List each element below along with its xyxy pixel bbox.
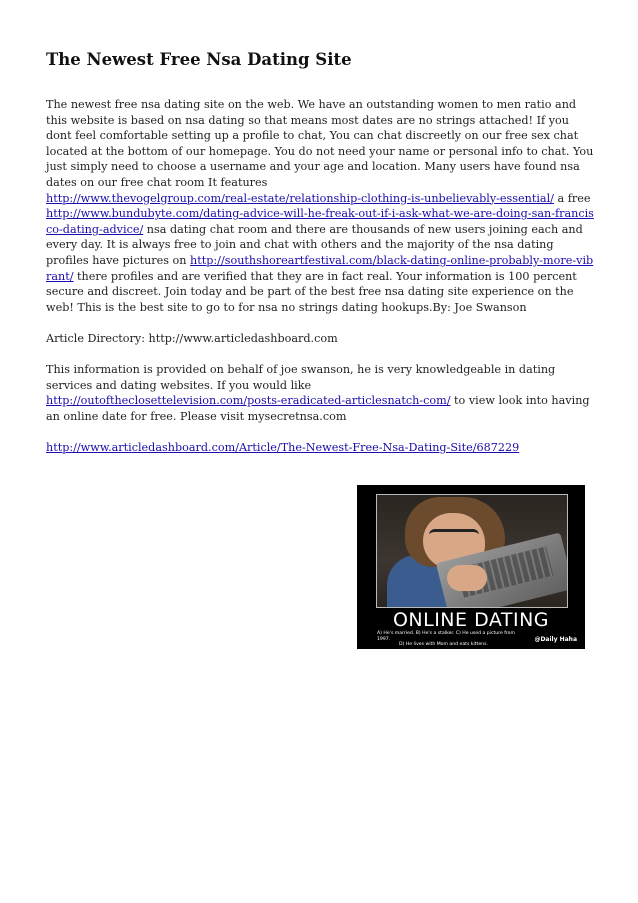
paragraph-intro-text-d: there profiles and are verified that they are in fact real. Your information is 100 percent secure and discreet. Join today and be part of the best free nsa dating site experience on the web! This is the best site to go to for nsa no strings dating hookups.By: Joe Swanson [46, 269, 577, 314]
article-directory: Article Directory: http://www.articledashboard.com [46, 331, 338, 345]
link-bundubyte[interactable]: http://www.bundubyte.com/dating-advice-will-he-freak-out-if-i-ask-what-we-are-doing-san-francisco-dating-advice/ [46, 207, 594, 236]
paragraph-intro-text-b: a free [553, 191, 591, 205]
paragraph-author [46, 362, 594, 424]
hand-shape [447, 565, 487, 591]
poster-title: ONLINE DATING [392, 609, 550, 631]
source-link[interactable]: http://www.articledashboard.com/Article/The-Newest-Free-Nsa-Dating-Site/687229 [46, 441, 520, 455]
paragraph-author-text-a: This information is provided on behalf of joe swanson, he is very knowledgeable in dating services and dating websites. If you would like [46, 363, 556, 392]
poster-caption-line-2: D) He lives with Mom and eats kittens. [399, 642, 488, 648]
article-body [46, 97, 594, 471]
poster-photo [376, 494, 568, 608]
paragraph-intro-text-a: The newest free nsa dating site on the web. We have an outstanding women to men ratio and this website is based on nsa dating so that means most dates are no strings attached! If you dont feel comfortable setting up a profile to chat, You can chat discreetly on our free sex chat located at the bottom of our homepage. You do not need your name or personal info to chat. You just simply need to choose a username and your age and location. Many users have found nsa dates on our free chat room It features [46, 98, 594, 189]
poster-caption-line-1: A) He's married. B) He's a stalker. C) He used a picture from 1997. [377, 631, 515, 642]
link-thevogelgroup[interactable]: http://www.thevogelgroup.com/real-estate/relationship-clothing-is-unbelievably-essential/ [46, 191, 554, 205]
paragraph-author-text-b: to view look into having an online date for free. Please visit mysecretnsa.com [46, 394, 590, 423]
poster-caption [377, 631, 527, 648]
paragraph-intro [46, 97, 594, 315]
source-paragraph [46, 440, 594, 456]
paragraph-intro-text-c: nsa dating chat room and there are thousands of new users joining each and every day. It is always free to join and chat with others and the majority of the nsa dating profiles have pictures on [46, 222, 583, 267]
link-southshoreartfestival[interactable]: http://southshoreartfestival.com/black-dating-online-probably-more-vibrant/ [46, 253, 594, 283]
glasses-shape [429, 529, 479, 542]
link-outofthecloset[interactable]: http://outoftheclosettelevision.com/posts-eradicated-articlesnatch-com/ [46, 394, 451, 408]
page-title: The Newest Free Nsa Dating Site [46, 50, 352, 69]
online-dating-poster [357, 485, 585, 649]
poster-brand-logo: @Daily Haha [534, 636, 577, 643]
